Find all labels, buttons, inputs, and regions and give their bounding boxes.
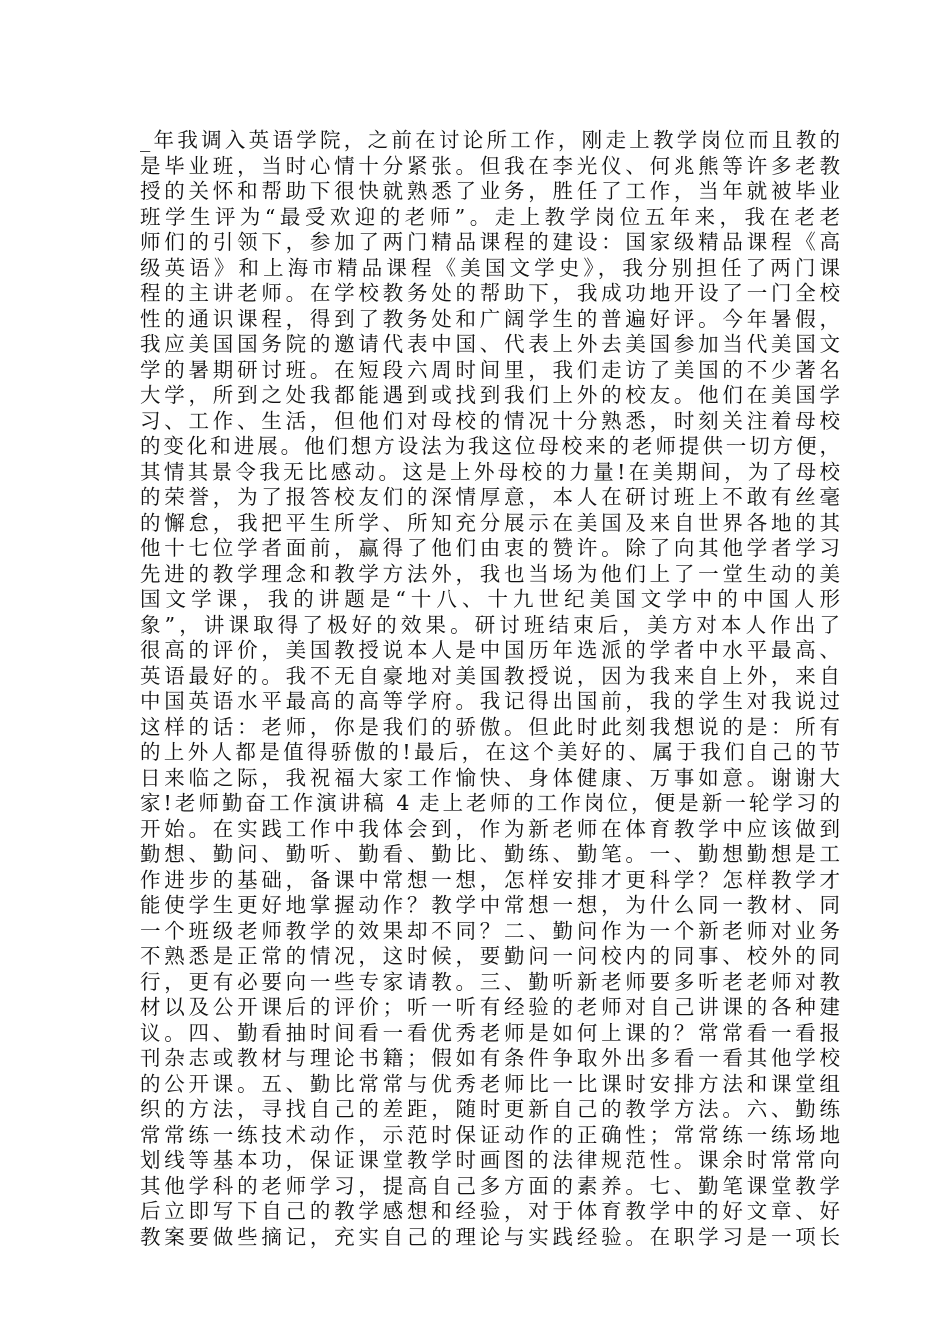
text-line: 教案要做些摘记，充实自己的理论与实践经验。在职学习是一项长 [140,1224,840,1249]
text-line: 后立即写下自己的教学感想和经验，对于体育教学中的好文章、好 [140,1199,840,1223]
text-line: 这样的话：老师，你是我们的骄傲。但此时此刻我想说的是：所有 [140,714,840,739]
text-line: 的变化和进展。他们想方设法为我这位母校来的老师提供一切方便， [140,434,840,458]
text-line: 日来临之际，我祝福大家工作愉快、身体健康、万事如意。谢谢大 [140,765,840,790]
text-line: 开始。在实践工作中我体会到，作为新老师在体育教学中应该做到 [140,816,840,841]
text-line: 学的暑期研讨班。在短段六周时间里，我们走访了美国的不少著名 [140,357,840,382]
text-line: 的公开课。五、勤比常常与优秀老师比一比课时安排方法和课堂组 [140,1071,840,1096]
body-text [140,128,840,1250]
text-line: 先进的教学理念和教学方法外，我也当场为他们上了一堂生动的美 [140,561,840,586]
text-line: 其情其景令我无比感动。这是上外母校的力量!在美期间，为了母校 [140,459,840,484]
text-line: 英语最好的。我不无自豪地对美国教授说，因为我来自上外，来自 [140,663,840,688]
text-line: 是毕业班，当时心情十分紧张。但我在李光仪、何兆熊等许多老教 [140,153,840,178]
text-line: 常常练一练技术动作，示范时保证动作的正确性；常常练一练场地 [140,1122,840,1147]
text-line: 习、工作、生活，但他们对母校的情况十分熟悉，时刻关注着母校 [140,408,840,433]
text-line: 级英语》和上海市精品课程《美国文学史》，我分别担任了两门课 [140,255,840,280]
text-line: 行，更有必要向一些专家请教。三、勤听新老师要多听老老师对教 [140,969,840,994]
text-line: 划线等基本功，保证课堂教学时画图的法律规范性。课余时常常向 [140,1148,840,1172]
text-line: 师们的引领下，参加了两门精品课程的建设：国家级精品课程《高 [140,230,840,254]
text-line: 性的通识课程，得到了教务处和广阔学生的普遍好评。今年暑假， [140,306,840,331]
text-line: 班学生评为“最受欢迎的老师”。走上教学岗位五年来，我在老老 [140,204,840,229]
text-line: 材以及公开课后的评价；听一听有经验的老师对自己讲课的各种建 [140,995,840,1019]
text-line: 大学，所到之处我都能遇到或找到我们上外的校友。他们在美国学 [140,383,840,407]
text-line: 能使学生更好地掌握动作？教学中常想一想，为什么同一教材、同 [140,893,840,917]
text-line: 织的方法，寻找自己的差距，随时更新自己的教学方法。六、勤练 [140,1097,840,1121]
text-line: 勤想、勤问、勤听、勤看、勤比、勤练、勤笔。一、勤想勤想是工 [140,842,840,866]
text-line: 我应美国国务院的邀请代表中国、代表上外去美国参加当代美国文 [140,332,840,356]
text-line: 很高的评价，美国教授说本人是中国历年选派的学者中水平最高、 [140,638,840,662]
text-line: 作进步的基础，备课中常想一想，怎样安排才更科学？怎样教学才 [140,867,840,892]
text-line: 中国英语水平最高的高等学府。我记得出国前，我的学生对我说过 [140,689,840,713]
text-line: 不熟悉是正常的情况，这时候，要勤问一问校内的同事、校外的同 [140,944,840,968]
text-line: 刊杂志或教材与理论书籍；假如有条件争取外出多看一看其他学校 [140,1046,840,1070]
text-line: 一个班级老师教学的效果却不同？二、勤问作为一个新老师对业务 [140,918,840,943]
text-line: _年我调入英语学院，之前在讨论所工作，刚走上教学岗位而且教的 [140,128,840,152]
text-line: 他十七位学者面前，赢得了他们由衷的赞许。除了向其他学者学习 [140,536,840,560]
text-line: 议。四、勤看抽时间看一看优秀老师是如何上课的？常常看一看报 [140,1020,840,1045]
text-line: 的荣誉，为了报答校友们的深情厚意，本人在研讨班上不敢有丝毫 [140,485,840,509]
text-line: 程的主讲老师。在学校教务处的帮助下，我成功地开设了一门全校 [140,281,840,305]
text-line: 授的关怀和帮助下很快就熟悉了业务，胜任了工作，当年就被毕业 [140,179,840,203]
text-line: 的上外人都是值得骄傲的!最后，在这个美好的、属于我们自己的节 [140,740,840,764]
text-line: 国文学课，我的讲题是“十八、十九世纪美国文学中的中国人形 [140,587,840,611]
text-line: 的懈怠，我把平生所学、所知充分展示在美国及来自世界各地的其 [140,510,840,535]
text-line: 家!老师勤奋工作演讲稿 4 走上老师的工作岗位，便是新一轮学习的 [140,791,840,815]
text-line: 象”，讲课取得了极好的效果。研讨班结束后，美方对本人作出了 [140,612,840,637]
text-line: 其他学科的老师学习，提高自己多方面的素养。七、勤笔课堂教学 [140,1173,840,1198]
